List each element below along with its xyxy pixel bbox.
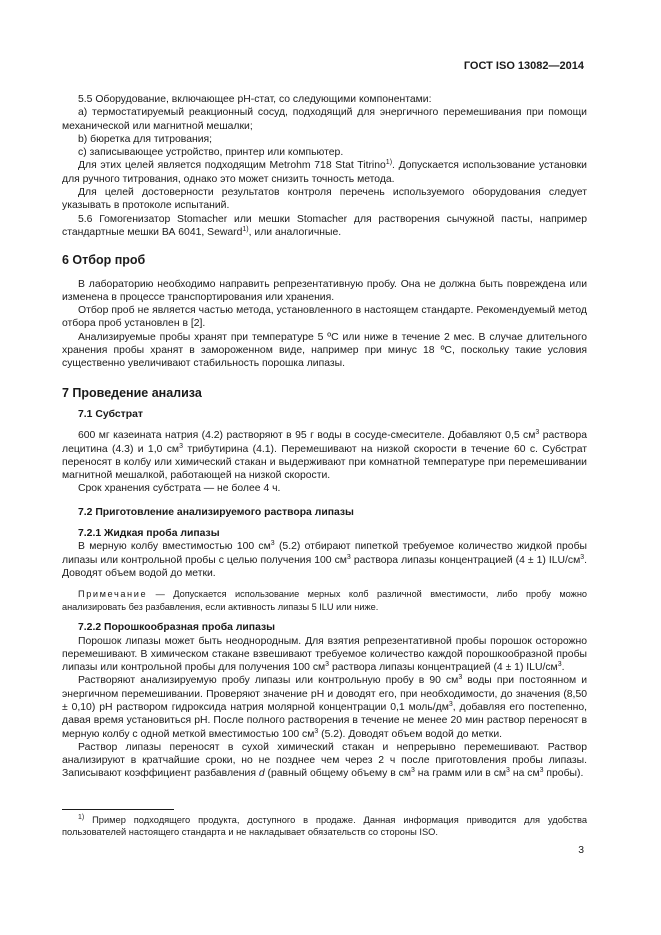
section-5-5-intro: 5.5 Оборудование, включающее pH-стат, со следующими компонентами: — [78, 94, 432, 105]
section-5-6: 5.6 Гомогенизатор Stomacher или мешки Stomacher для растворения сычужной пасты, например стандартные мешки ВА 6041, Seward$^{1)}$, или аналогичные. — [62, 213, 587, 238]
section-7-2-2-heading: 7.2.2 Порошкообразная проба липазы — [78, 622, 276, 634]
document-header: ГОСТ ISO 13082—2014 — [463, 60, 584, 72]
section-7-2-1-heading: 7.2.1 Жидкая проба липазы — [78, 528, 220, 540]
section-7-2-2-paragraph-2: Растворяют анализируемую пробу липазы или контрольную пробу в 90 $см^3$ воды при постоянном и энергичном перемешивании. Проверяют значение pH и доводят его, при необходимости, до значения (8,50 ± 0,10) pH раствором гидроксида натрия молярной концентрации 0,1 моль/$дм^3$, добавляя его постепенно, давая время установиться pH. После полного растворения в течение не менее 20 мин раствор переносят в мерную колбу с одной меткой вместимостью 100 $см^3$ (5.2). Доводят объем водой до метки. — [62, 674, 588, 740]
section-7-1-paragraph-2: Срок хранения субстрата — не более 4 ч. — [78, 483, 281, 495]
paragraph-equipment-report: Для целей достоверности результатов контроля перечень используемого оборудования следует указывать в протоколе испытаний. — [62, 187, 587, 212]
section-7-2-2-paragraph-1: Порошок липазы может быть неоднородным. Для взятия репрезентативной пробы порошок осторожно перемешивают. В химическом стакане взвешивают требуемое количество каждой порошкообразной пробы липазы или контрольной пробы для получения 100 $см^3$ раствора липазы концентрацией (4 ± 1) ILU/$см^3$. — [62, 635, 587, 674]
footnote-divider — [62, 809, 174, 810]
footnote-ref: 1) — [385, 159, 393, 167]
list-item-a: а) термостатируемый реакционный сосуд, подходящий для энергичного перемешивания при помощи механической или магнитной мешалки; — [62, 107, 587, 132]
document-body — [62, 93, 587, 781]
note: Примечание — Допускается использование мерных колб различной вместимости, либо пробу можно анализировать без разбавления, если активность липазы 5 ILU или ниже. — [62, 589, 587, 612]
list-item-c: c) записывающее устройство, принтер или компьютер. — [78, 147, 344, 159]
footnote: $^{1)}$ Пример подходящего продукта, доступного в продаже. Данная информация приводится для удобства пользователей настоящего стандарта и не накладывает обязательств со стороны ISO. — [62, 814, 587, 838]
section-6-paragraph-3: Анализируемые пробы хранят при температуре 5 ºС или ниже в течение 2 мес. В случае длительного хранения пробы хранят в замороженном виде, например при минус 18 ºС, поскольку такие условия существенно увеличивают стабильность порошка липазы. — [62, 331, 587, 370]
list-item-b: b) бюретка для титрования; — [78, 133, 213, 145]
section-7-1-paragraph-1: 600 мг казеината натрия (4.2) растворяют в 95 г воды в сосуде-смесителе. Добавляют 0,5 $см^3$ раствора лецитина (4.3) и 1,0 $см^3$ трибутирина (4.1). Перемешивают на низкой скорости в течение 60 с. Субстрат переносят в колбу или химический стакан и выдерживают при комнатной температуре при перемешивании магнитной мешалкой, работающей на низкой скорости. — [62, 429, 588, 482]
section-7-2-1-paragraph: В мерную колбу вместимостью 100 $см^3$ (5.2) отбирают пипеткой требуемое количество жидкой пробы липазы или контрольной пробы с целью получения 100 $см^3$ раствора липазы концентрацией (4 ± 1) ILU/$см^3$. Доводят объем водой до метки. — [62, 540, 588, 579]
section-7-2-2-paragraph-3: Раствор липазы переносят в сухой химический стакан и непрерывно перемешивают. Раствор анализируют в кратчайшие сроки, но не позднее чем через 2 ч после приготовления пробы липазы. Записывают коэффициент разбавления d (равный общему объему в $см^3$ на грамм или в $см^3$ на $см^3$ пробы). — [62, 741, 587, 780]
section-6-paragraph-2: Отбор проб не является частью метода, установленного в настоящем стандарте. Рекомендуемый метод отбора проб установлен в [2]. — [62, 305, 587, 330]
page-number: 3 — [578, 845, 584, 856]
section-6-heading: 6 Отбор проб — [62, 253, 146, 268]
section-7-2-heading: 7.2 Приготовление анализируемого раствора липазы — [78, 506, 354, 518]
paragraph-titrino: Для этих целей является подходящим Metrohm 718 Stat Titrino$^{1)}$. Допускается использование установки для ручного титрования, однако это может снизить точность метода. — [62, 159, 587, 185]
footnote-mark: 1) — [78, 814, 85, 821]
section-6-paragraph-1: В лабораторию необходимо направить репрезентативную пробу. Она не должна быть повреждена или изменена в процессе транспортирования или хранения. — [62, 278, 587, 303]
footnote-ref: 1) — [242, 225, 249, 233]
section-7-heading: 7 Проведение анализа — [62, 385, 202, 400]
section-7-1-heading: 7.1 Субстрат — [78, 408, 143, 420]
note-label: Примечание — [78, 589, 148, 600]
